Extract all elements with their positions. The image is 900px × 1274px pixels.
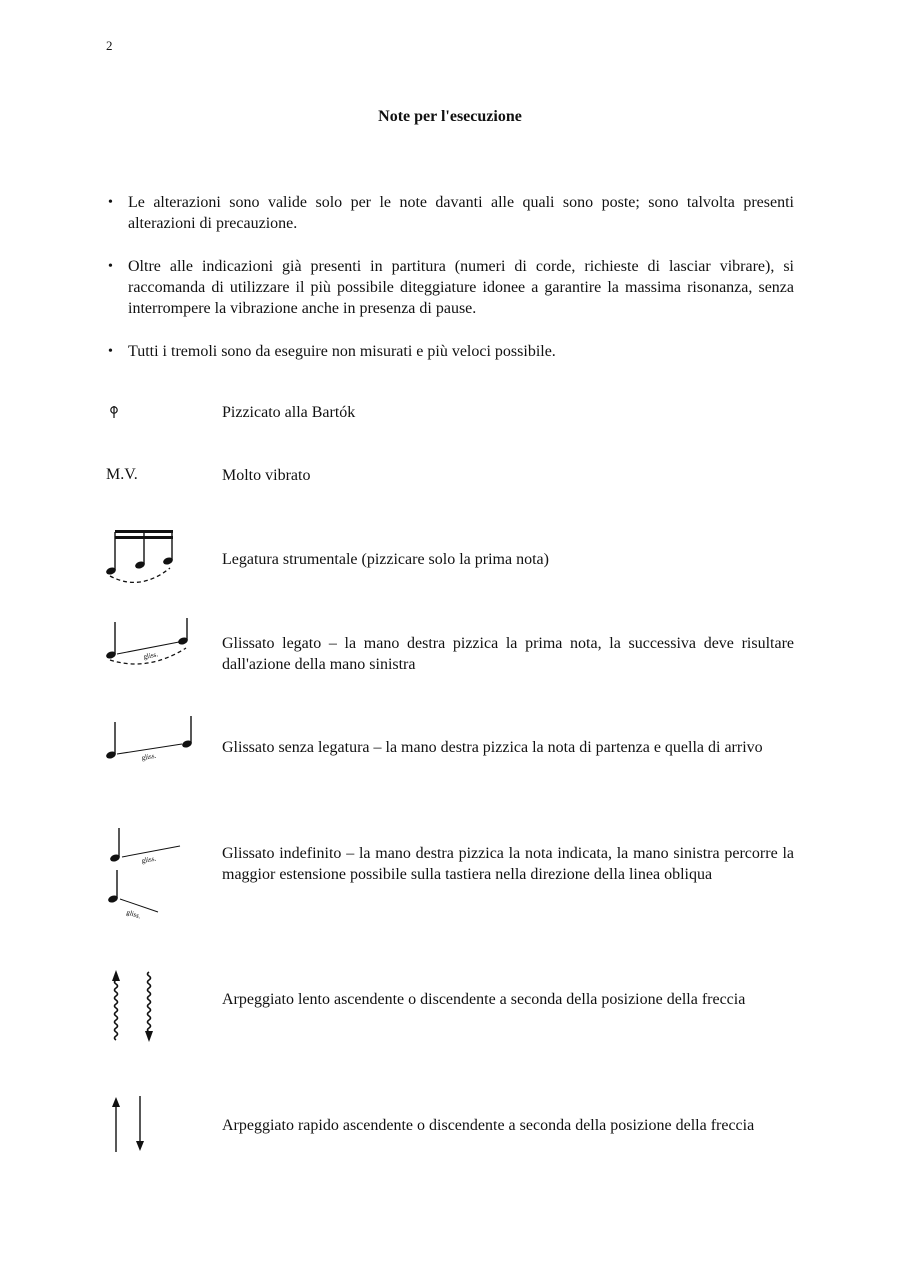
symbol-description: Arpeggiato lento ascendente o discendente a seconda della posizione della freccia bbox=[222, 991, 746, 1008]
symbol-description: Glissato legato – la mano destra pizzica la prima nota, la successiva deve risultare dall'azione della mano sinistra bbox=[222, 635, 794, 673]
symbol-description: Arpeggiato rapido ascendente o discendente a seconda della posizione della freccia bbox=[222, 1117, 755, 1134]
bullet-text: Le alterazioni sono valide solo per le note davanti alle quali sono poste; sono talvolta presenti alterazioni di precauzione. bbox=[128, 194, 794, 232]
bullet-dot: • bbox=[108, 344, 113, 359]
gliss-label: gliss. bbox=[142, 650, 159, 661]
bartok-pizzicato-icon bbox=[108, 404, 122, 420]
molto-vibrato-symbol: M.V. bbox=[106, 466, 138, 483]
bullet-text: Tutti i tremoli sono da eseguire non misurati e più veloci possibile. bbox=[128, 343, 556, 360]
bullet-text: Oltre alle indicazioni già presenti in partitura (numeri di corde, richieste di lasciar vibrare), si raccomanda di utilizzare il più possibile diteggiature idonee a garantire la massima risonanza, senza interrompere la vibrazione anche in presenza di pause. bbox=[128, 258, 794, 317]
bullet-item bbox=[108, 256, 794, 319]
symbol-description: Molto vibrato bbox=[222, 467, 311, 484]
bullet-item bbox=[108, 192, 794, 234]
symbol-description: Glissato indefinito – la mano destra pizzica la nota indicata, la mano sinistra percorre la maggior estensione possibile sulla tastiera nella direzione della linea obliqua bbox=[222, 845, 794, 883]
symbol-description: Pizzicato alla Bartók bbox=[222, 404, 356, 421]
glissando-legato-icon bbox=[106, 616, 192, 672]
instrumental-slur-icon bbox=[106, 526, 180, 588]
bullet-dot: • bbox=[108, 195, 113, 210]
page-number: 2 bbox=[106, 38, 113, 53]
gliss-label: gliss. bbox=[140, 854, 157, 865]
page-title: Note per l'esecuzione bbox=[378, 108, 522, 125]
bullet-dot: • bbox=[108, 259, 113, 274]
gliss-label: gliss. bbox=[125, 908, 142, 921]
fast-arpeggio-icon bbox=[106, 1095, 150, 1153]
gliss-label: gliss. bbox=[141, 751, 157, 762]
glissando-indefinite-icon bbox=[106, 826, 186, 921]
bullet-item bbox=[108, 341, 794, 362]
slow-arpeggio-icon bbox=[106, 968, 156, 1044]
symbol-description: Glissato senza legatura – la mano destra pizzica la nota di partenza e quella di arrivo bbox=[222, 739, 763, 756]
symbol-description: Legatura strumentale (pizzicare solo la prima nota) bbox=[222, 551, 549, 568]
glissando-no-slur-icon bbox=[106, 714, 192, 764]
